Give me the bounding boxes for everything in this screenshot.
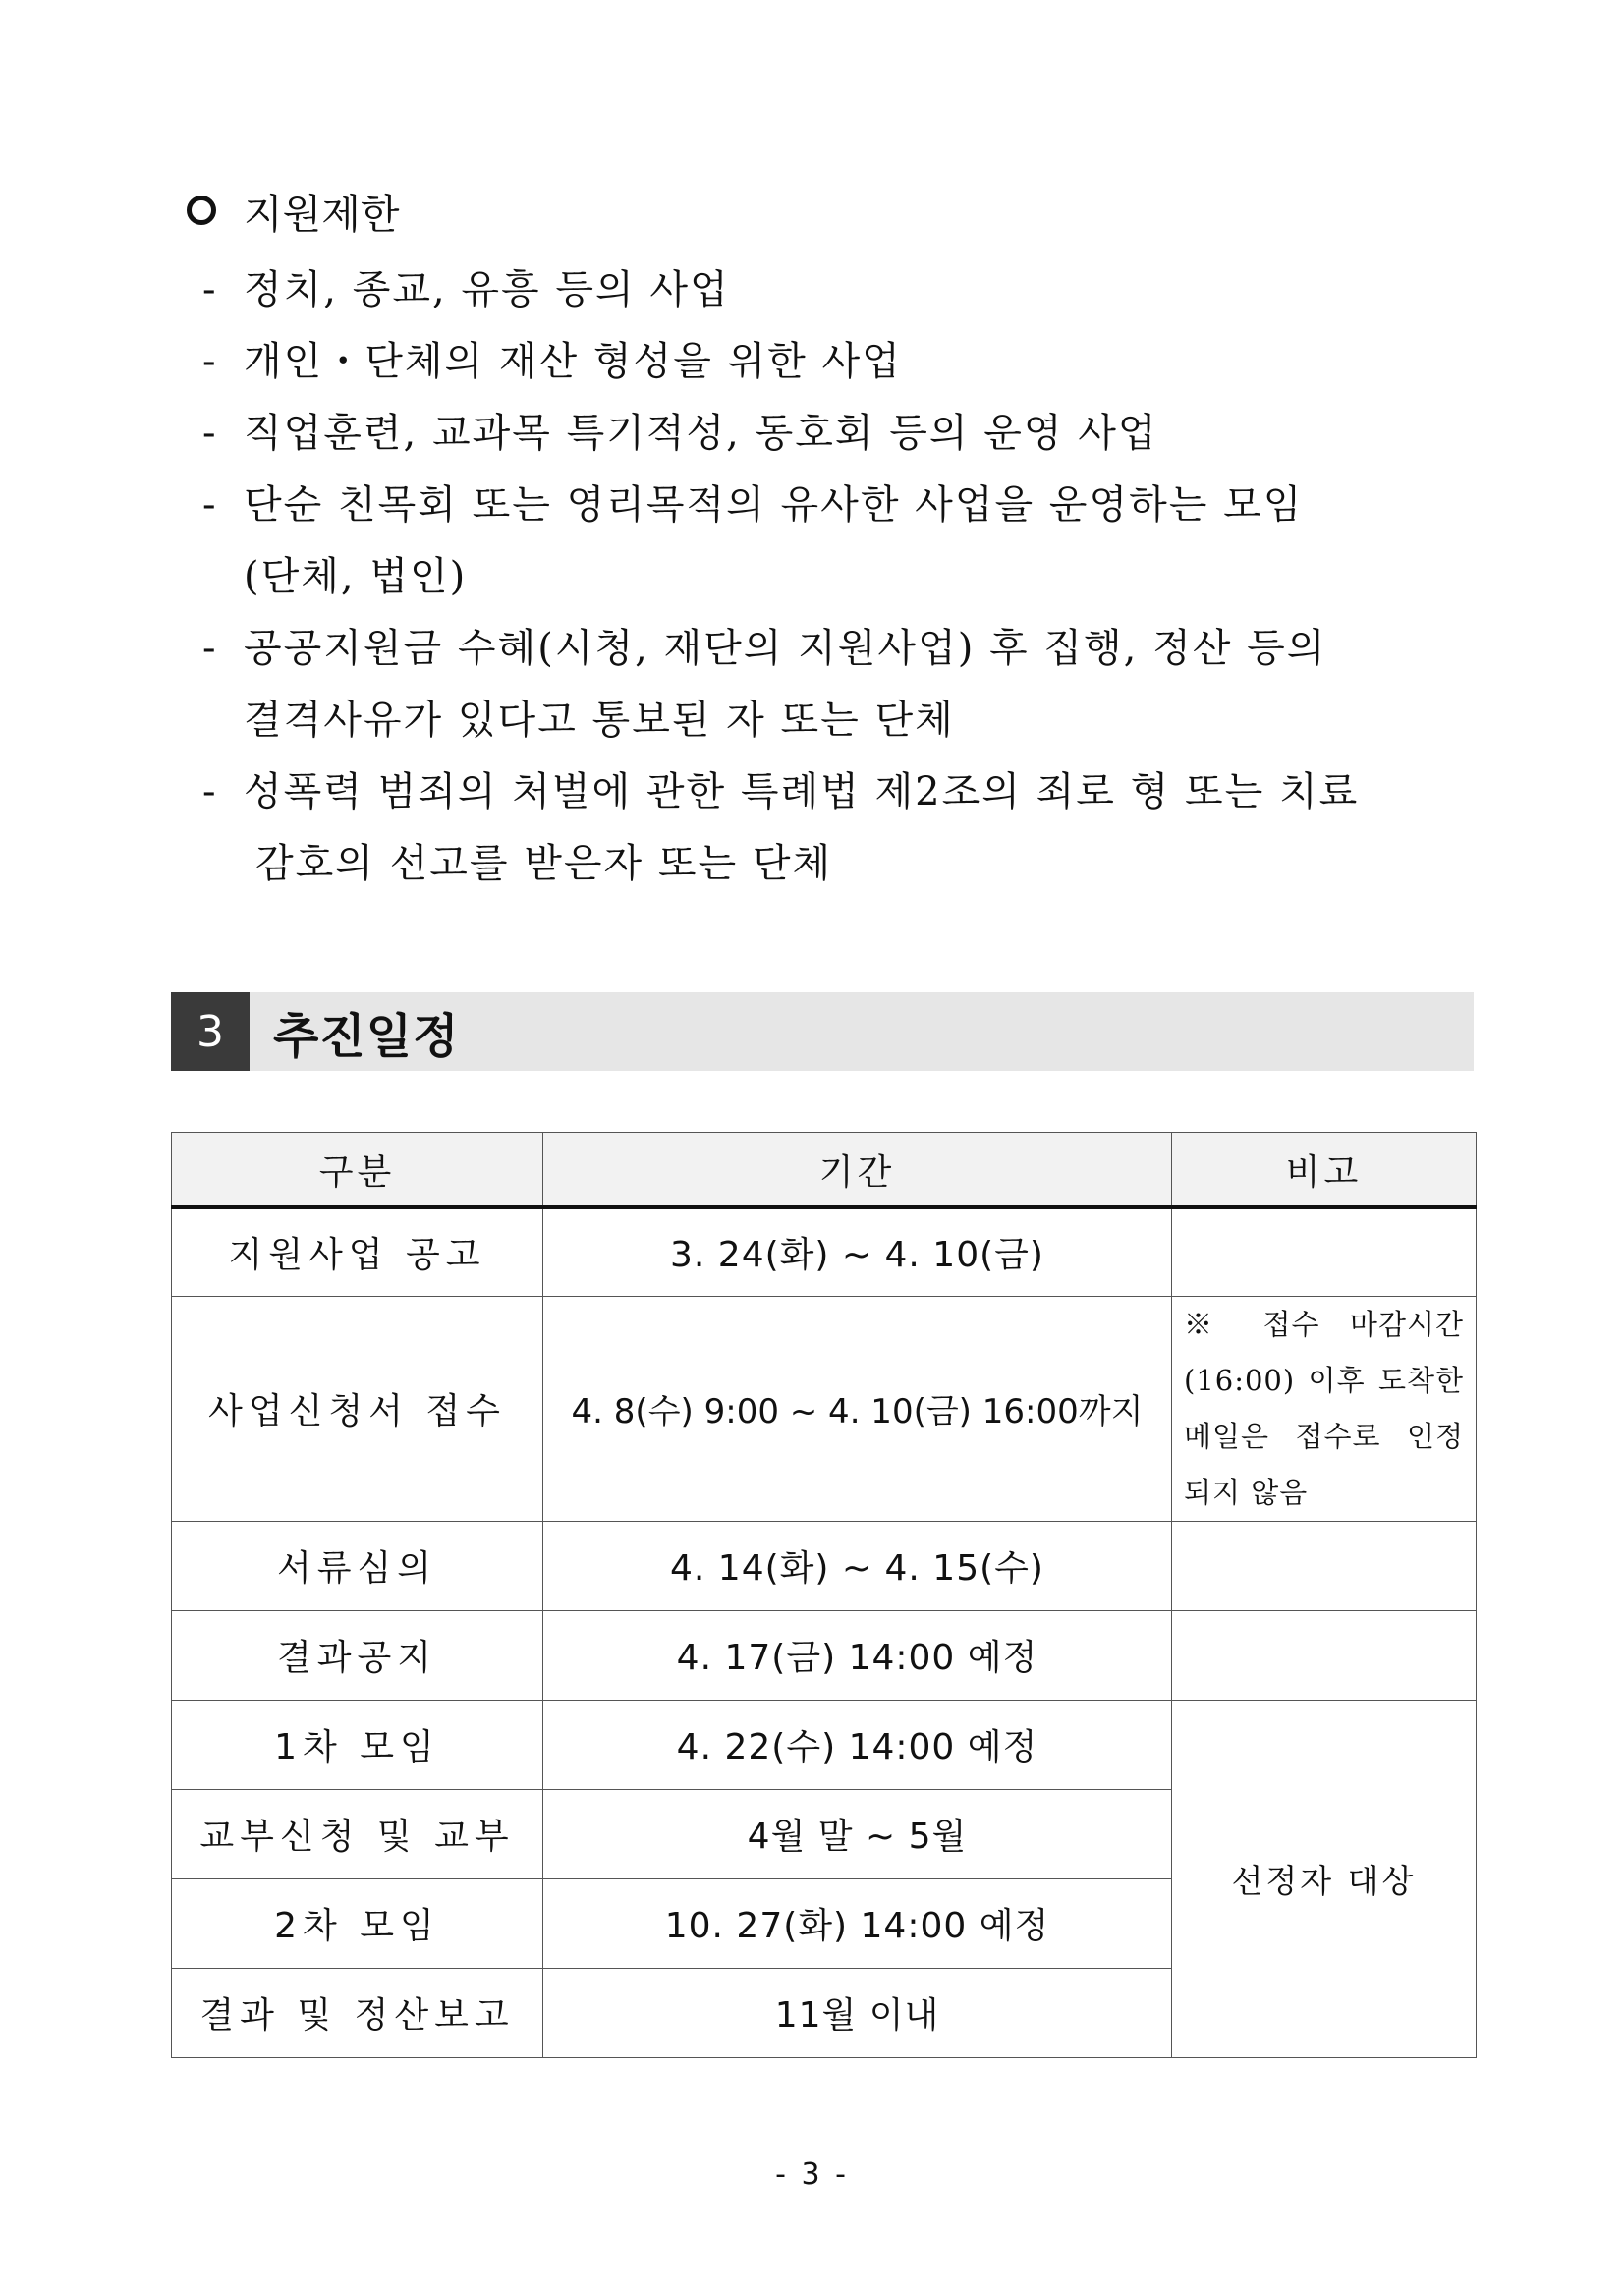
restrictions-heading-row [183, 183, 1499, 238]
row-period: 4. 22(수) 14:00 예정 [543, 1700, 1172, 1789]
note-line: ※ 접수 마감시간 [1184, 1307, 1464, 1341]
list-item-text: 공공지원금 수혜(시청, 재단의 지원사업) 후 집행, 정산 등의 [244, 626, 1327, 671]
list-item-text-continued: (단체, 법인) [244, 554, 468, 599]
list-item [183, 613, 1499, 756]
header-category: 구분 [172, 1133, 543, 1208]
dash-bullet: - [202, 482, 218, 528]
note-line: (16:00) 이후 도착한 [1184, 1363, 1464, 1397]
section-title: 추진일정 [273, 1008, 460, 1064]
restrictions-list [183, 254, 1499, 900]
row-category: 교부신청 및 교부 [172, 1789, 543, 1878]
list-item-text: 직업훈련, 교과목 특기적성, 동호회 등의 운영 사업 [244, 411, 1158, 456]
row-remarks [1172, 1521, 1477, 1610]
row-remarks [1172, 1610, 1477, 1700]
row-category: 서류심의 [172, 1521, 543, 1610]
row-period: 4. 8(수) 9:00 ~ 4. 10(금) 16:00까지 [543, 1296, 1172, 1521]
dash-bullet: - [202, 267, 218, 312]
row-period: 4월 말 ~ 5월 [543, 1789, 1172, 1878]
row-period: 11월 이내 [543, 1968, 1172, 2057]
list-item-text-continued: 결격사유가 있다고 통보된 자 또는 단체 [244, 698, 955, 743]
selected-applicants-note: 선정자 대상 [1172, 1700, 1477, 2057]
list-item-text-continued: 감호의 선고를 받은자 또는 단체 [255, 841, 833, 886]
table-row [172, 1521, 1477, 1610]
table-row [172, 1296, 1477, 1521]
list-item [183, 326, 1499, 398]
row-remarks [1172, 1207, 1477, 1296]
dash-bullet: - [202, 339, 218, 384]
deadline-note [1172, 1297, 1476, 1521]
list-item-text: 개인・단체의 재산 형성을 위한 사업 [244, 339, 902, 384]
note-line: 되지 않음 [1184, 1475, 1309, 1509]
note-line: 메일은 접수로 인정 [1184, 1419, 1464, 1453]
list-item [183, 756, 1499, 900]
dash-bullet: - [202, 769, 218, 814]
row-remarks [1172, 1296, 1477, 1521]
page-number: - 3 - [775, 2157, 849, 2192]
section-number: 3 [171, 992, 250, 1071]
row-period: 4. 14(화) ~ 4. 15(수) [543, 1521, 1172, 1610]
list-item-text: 단순 친목회 또는 영리목적의 유사한 사업을 운영하는 모임 [244, 482, 1304, 528]
row-category: 결과공지 [172, 1610, 543, 1700]
table-row [172, 1700, 1477, 1789]
list-item-text: 정치, 종교, 유흥 등의 사업 [244, 267, 730, 312]
row-category: 지원사업 공고 [172, 1207, 543, 1296]
row-category: 사업신청서 접수 [172, 1296, 543, 1521]
list-item [183, 398, 1499, 470]
schedule-table [171, 1132, 1477, 2058]
header-remarks: 비고 [1172, 1133, 1477, 1208]
list-item [183, 254, 1499, 326]
list-item [183, 470, 1499, 613]
restrictions-heading: 지원제한 [244, 190, 400, 238]
support-restrictions [183, 183, 1499, 900]
row-category: 1차 모임 [172, 1700, 543, 1789]
row-period: 3. 24(화) ~ 4. 10(금) [543, 1207, 1172, 1296]
row-category: 결과 및 정산보고 [172, 1968, 543, 2057]
row-period: 4. 17(금) 14:00 예정 [543, 1610, 1172, 1700]
section-header [171, 992, 1474, 1071]
table-header-row [172, 1133, 1477, 1208]
dash-bullet: - [202, 626, 218, 671]
header-period: 기간 [543, 1133, 1172, 1208]
table-row [172, 1610, 1477, 1700]
table-row [172, 1207, 1477, 1296]
list-item-text: 성폭력 범죄의 처벌에 관한 특례법 제2조의 죄로 형 또는 치료 [244, 769, 1360, 814]
dash-bullet: - [202, 411, 218, 456]
bullet-circle-icon [187, 196, 216, 225]
row-category: 2차 모임 [172, 1878, 543, 1968]
row-period: 10. 27(화) 14:00 예정 [543, 1878, 1172, 1968]
